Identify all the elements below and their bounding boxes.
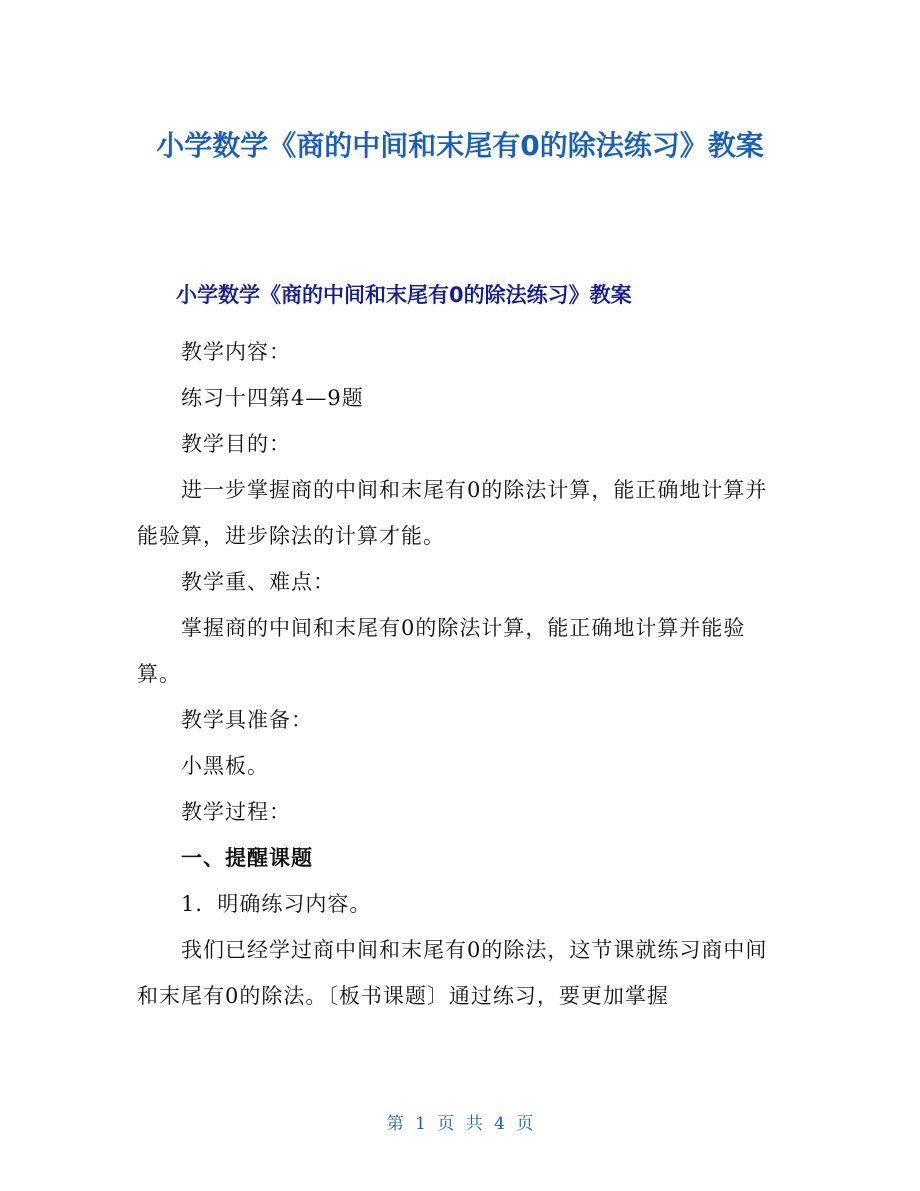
section-heading-reminder: 一、提醒课题 [181, 846, 313, 870]
document-title: 小学数学《商的中间和末尾有0的除法练习》教案 [156, 129, 764, 162]
paragraph-intro: 我们已经学过商中间和末尾有0的除法，这节课就练习商中间和末尾有0的除法。〔板书课题〕通过练习，要更加掌握 [137, 938, 768, 1008]
page-number-footer: 第 1 页 共 4 页 [386, 1114, 534, 1134]
paragraph-teaching-content-label: 教学内容： [181, 340, 291, 364]
paragraph-materials-label: 教学具准备： [181, 708, 313, 732]
paragraph-teaching-goal-label: 教学目的： [181, 432, 291, 456]
paragraph-process-label: 教学过程： [181, 800, 291, 824]
paragraph-teaching-goal: 进一步掌握商的中间和末尾有0的除法计算，能正确地计算并能验算，进步除法的计算才能。 [137, 478, 768, 548]
paragraph-step-1: 1．明确练习内容。 [181, 892, 372, 916]
paragraph-materials: 小黑板。 [181, 754, 269, 778]
paragraph-key-points-label: 教学重、难点： [181, 570, 335, 594]
paragraph-key-points: 掌握商的中间和末尾有0的除法计算，能正确地计算并能验算。 [137, 616, 746, 686]
paragraph-exercise-range: 练习十四第4—9题 [181, 386, 364, 410]
section-heading: 小学数学《商的中间和末尾有0的除法练习》教案 [176, 283, 632, 307]
